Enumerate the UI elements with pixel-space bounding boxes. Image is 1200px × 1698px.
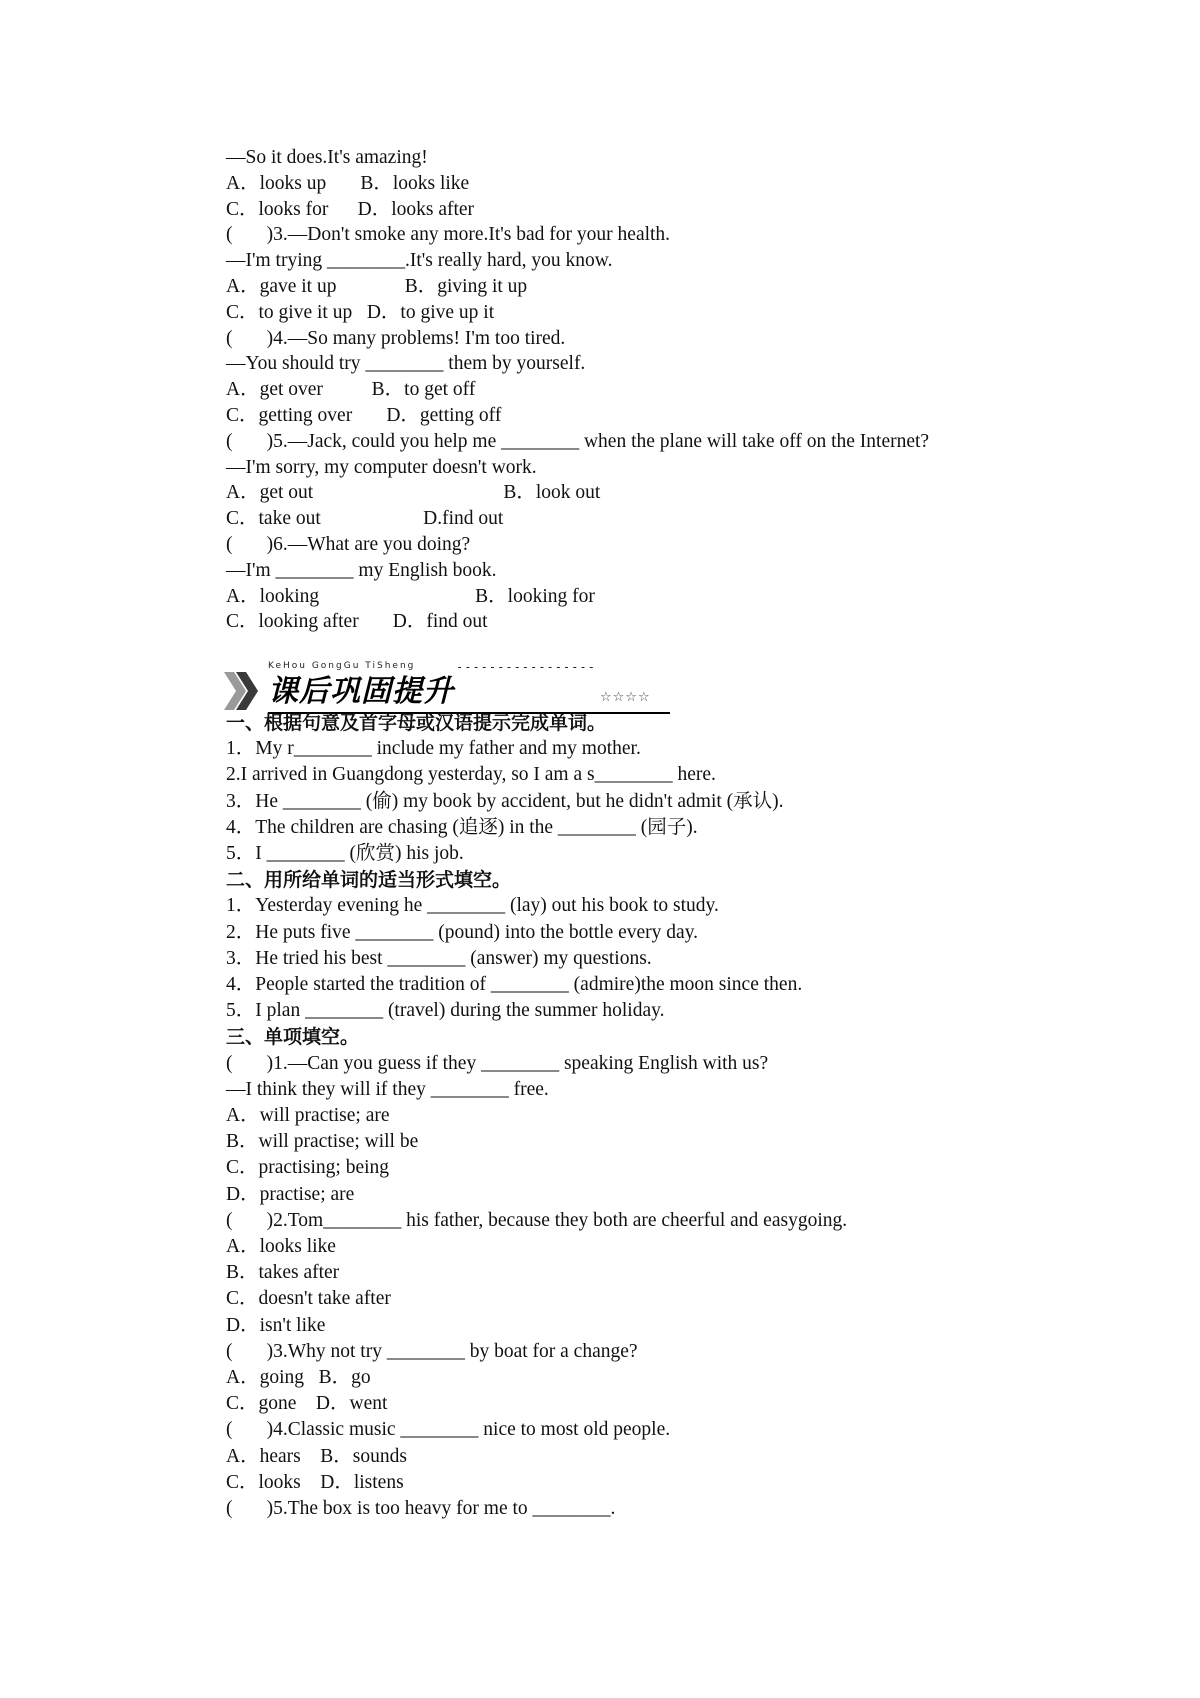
text-line: ( )4.Classic music ________ nice to most old people. xyxy=(226,1419,671,1441)
double-chevron-icon xyxy=(224,672,260,710)
text-line: —I'm ________ my English book. xyxy=(226,559,497,581)
text-line: 3．He tried his best ________ (answer) my questions. xyxy=(226,947,652,969)
text-line: A．get over B．to get off xyxy=(226,379,476,401)
section-heading: 三、单项填空。 xyxy=(226,1026,360,1049)
text-line: ( )2.Tom________ his father, because they both are cheerful and easygoing. xyxy=(226,1209,848,1231)
text-line: A．gave it up B．giving it up xyxy=(226,276,528,297)
text-line: 5．I ________ (欣赏) his job. xyxy=(226,843,464,864)
text-line: ( )3.—Don't smoke any more.It's bad for your health. xyxy=(226,224,671,246)
text-line: C．looks D．listens xyxy=(226,1471,404,1493)
text-line: ( )6.—What are you doing? xyxy=(226,534,471,555)
text-line: ( )4.—So many problems! I'm too tired. xyxy=(226,327,566,349)
text-line: 1．Yesterday evening he ________ (lay) out his book to study. xyxy=(226,895,719,917)
text-line: B．takes after xyxy=(226,1262,340,1284)
text-line: —You should try ________ them by yourself. xyxy=(226,353,586,375)
text-line: —So it does.It's amazing! xyxy=(226,147,428,168)
text-line: A．will practise; are xyxy=(226,1105,390,1126)
section-heading: 二、用所给单词的适当形式填空。 xyxy=(226,869,512,892)
text-line: —I'm trying ________.It's really hard, you know. xyxy=(226,250,613,272)
text-line: C．take out D.find out xyxy=(226,508,504,530)
text-line: 2．He puts five ________ (pound) into the bottle every day. xyxy=(226,921,699,943)
banner-title: 课后巩固提升 xyxy=(268,674,454,709)
text-line: C．practising; being xyxy=(226,1157,390,1179)
text-line: D．isn't like xyxy=(226,1314,326,1336)
text-line: 5．I plan ________ (travel) during the summer holiday. xyxy=(226,1000,665,1022)
text-line: —I'm sorry, my computer doesn't work. xyxy=(226,456,537,478)
section-banner xyxy=(224,660,670,716)
text-line: ( )3.Why not try ________ by boat for a change? xyxy=(226,1340,638,1362)
text-line: ( )5.—Jack, could you help me ________ when the plane will take off on the Internet? xyxy=(226,430,930,452)
text-line: 2.I arrived in Guangdong yesterday, so I am a s________ here. xyxy=(226,764,716,786)
text-line: —I think they will if they ________ free. xyxy=(226,1078,549,1100)
text-line: A．looking B．looking for xyxy=(226,585,595,607)
text-line: 4．People started the tradition of ________ (admire)the moon since then. xyxy=(226,974,803,995)
text-line: C．to give it up D．to give up it xyxy=(226,301,495,323)
text-line: D．practise; are xyxy=(226,1183,355,1205)
text-line: 1．My r________ include my father and my mother. xyxy=(226,738,641,760)
text-line: 4．The children are chasing (追逐) in the ________ (园子). xyxy=(226,816,698,838)
text-line: C．gone D．went xyxy=(226,1393,388,1415)
text-line: ( )1.—Can you guess if they ________ speaking English with us? xyxy=(226,1052,769,1074)
banner-pinyin: KeHou GongGu TiSheng xyxy=(268,661,416,671)
text-line: C．doesn't take after xyxy=(226,1288,391,1310)
text-line: C．looking after D．find out xyxy=(226,611,488,633)
text-line: C．getting over D．getting off xyxy=(226,405,502,426)
text-line: B．will practise; will be xyxy=(226,1131,419,1153)
text-line: A．going B．go xyxy=(226,1367,371,1388)
text-line: A．get out B．look out xyxy=(226,482,601,504)
text-line: A．hears B．sounds xyxy=(226,1445,407,1467)
text-line: C．looks for D．looks after xyxy=(226,198,475,220)
star-rating: ☆☆☆☆ xyxy=(600,690,651,705)
text-line: A．looks up B．looks like xyxy=(226,172,470,194)
text-line: 3．He ________ (偷) my book by accident, but he didn't admit (承认). xyxy=(226,790,784,812)
section-heading: 一、根据句意及首字母或汉语提示完成单词。 xyxy=(226,712,607,734)
text-line: A．looks like xyxy=(226,1236,336,1257)
banner-dashes: ----------------- xyxy=(456,660,596,674)
text-line: ( )5.The box is too heavy for me to ________. xyxy=(226,1498,616,1519)
